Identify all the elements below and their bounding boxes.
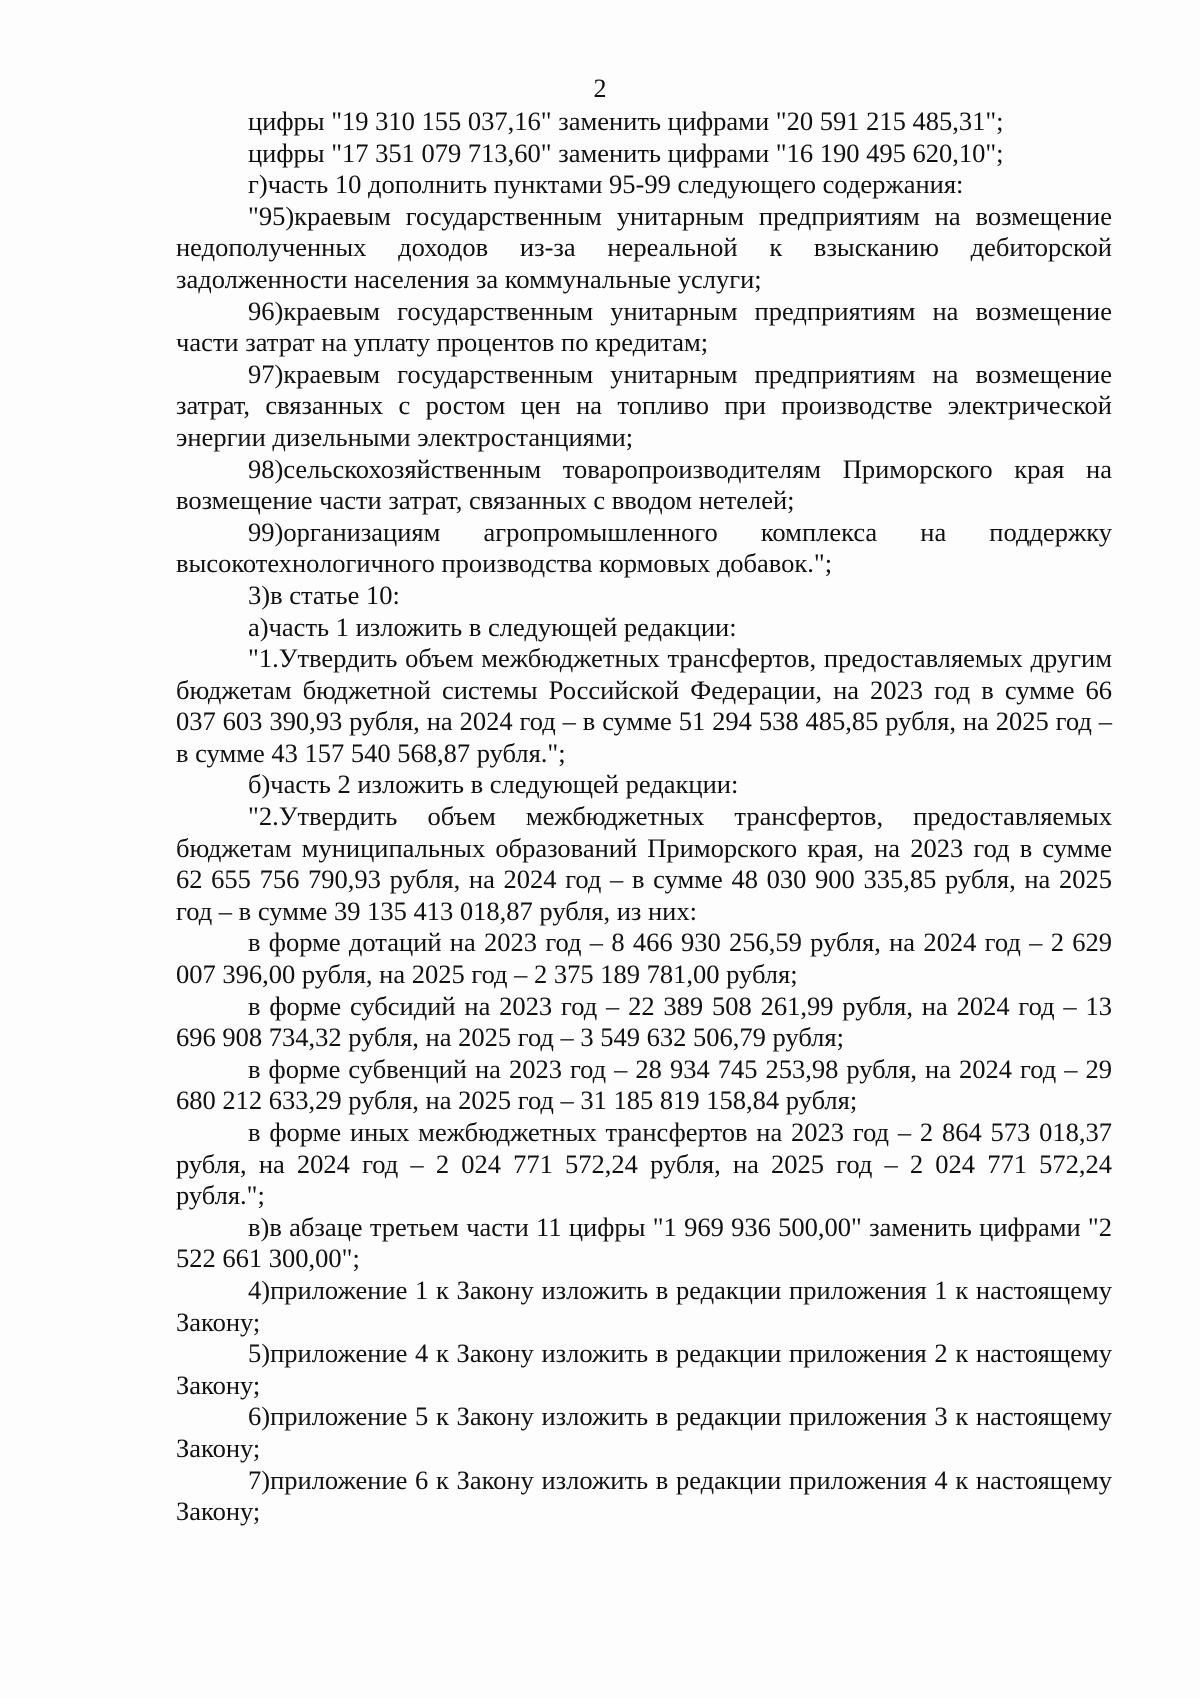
paragraph-annex-5: 6)приложение 5 к Закону изложить в редакции приложения 3 к настоящему Закону; [176, 1401, 1112, 1463]
paragraph-annex-6: 7)приложение 6 к Закону изложить в редакции приложения 4 к настоящему Закону; [176, 1464, 1112, 1527]
paragraph-grants-dotations: в форме дотаций на 2023 год – 8 466 930 256,59 рубля, на 2024 год – 2 629 007 396,00 рубля, на 2025 год – 2 375 189 781,00 рубля; [176, 927, 1112, 990]
paragraph-item-96: 96)краевым государственным унитарным предприятиям на возмещение части затрат на уплату процентов по кредитам; [176, 295, 1112, 358]
paragraph-item-97: 97)краевым государственным унитарным предприятиям на возмещение затрат, связанных с ростом цен на топливо при производстве электрической энергии дизельными электростанциями; [176, 358, 1112, 452]
paragraph-grants-subsidies: в форме субсидий на 2023 год – 22 389 508 261,99 рубля, на 2024 год – 13 696 908 734,32 рубля, на 2025 год – 3 549 632 506,79 рубля; [176, 990, 1112, 1053]
paragraph-item-95: "95)краевым государственным унитарным предприятиям на возмещение недополученных доходов из-за нереальной к взысканию дебиторской задолженности населения за коммунальные услуги; [176, 200, 1112, 294]
paragraph-item-99: 99)организациям агропромышленного комплекса на поддержку высокотехнологичного производства кормовых добавок."; [176, 516, 1112, 579]
paragraph-part-11-figures: в)в абзаце третьем части 11 цифры "1 969 936 500,00" заменить цифрами "2 522 661 300,00"; [176, 1211, 1112, 1274]
paragraph-figures-replace-2: цифры "17 351 079 713,60" заменить цифрами "16 190 495 620,10"; [248, 137, 1004, 168]
paragraph-annex-1: 4)приложение 1 к Закону изложить в редакции приложения 1 к настоящему Закону; [176, 1274, 1112, 1337]
paragraph-part-1-heading: а)часть 1 изложить в следующей редакции: [248, 611, 737, 642]
page-number: 2 [593, 74, 607, 103]
paragraph-part-2-heading: б)часть 2 изложить в следующей редакции: [248, 769, 739, 800]
paragraph-grants-subventions: в форме субвенций на 2023 год – 28 934 745 253,98 рубля, на 2024 год – 29 680 212 633,29 рубля, на 2025 год – 31 185 819 158,84 рубля; [176, 1053, 1112, 1116]
paragraph-part-1-text: "1.Утвердить объем межбюджетных трансфертов, предоставляемых другим бюджетам бюджетной системы Российской Федерации, на 2023 год в сумме 66 037 603 390,93 рубля, на 2024 год – в сумме 51 294 538 485,85 рубля, на 2025 год – в сумме 43 157 540 568,87 рубля."; [176, 643, 1112, 768]
paragraph-annex-4: 5)приложение 4 к Закону изложить в редакции приложения 2 к настоящему Закону; [176, 1338, 1112, 1400]
paragraph-item-98: 98)сельскохозяйственным товаропроизводителям Приморского края на возмещение части затрат, связанных с вводом нетелей; [176, 453, 1112, 516]
paragraph-article-10: 3)в статье 10: [248, 579, 400, 610]
paragraph-figures-replace-1: цифры "19 310 155 037,16" заменить цифрами "20 591 215 485,31"; [248, 106, 1004, 136]
paragraph-part-2-text: "2.Утвердить объем межбюджетных трансфертов, предоставляемых бюджетам муниципальных образований Приморского края, на 2023 год в сумме 62 655 756 790,93 рубля, на 2024 год – в сумме 48 030 900 335,85 рубля, на 2025 год – в сумме 39 135 413 018,87 рубля, из них: [176, 801, 1112, 926]
document-body [176, 106, 1112, 1528]
paragraph-part-10-amendment: г)часть 10 дополнить пунктами 95-99 следующего содержания: [248, 169, 964, 200]
paragraph-grants-other: в форме иных межбюджетных трансфертов на 2023 год – 2 864 573 018,37 рубля, на 2024 год – 2 024 771 572,24 рубля, на 2025 год – 2 024 771 572,24 рубля."; [176, 1117, 1112, 1211]
